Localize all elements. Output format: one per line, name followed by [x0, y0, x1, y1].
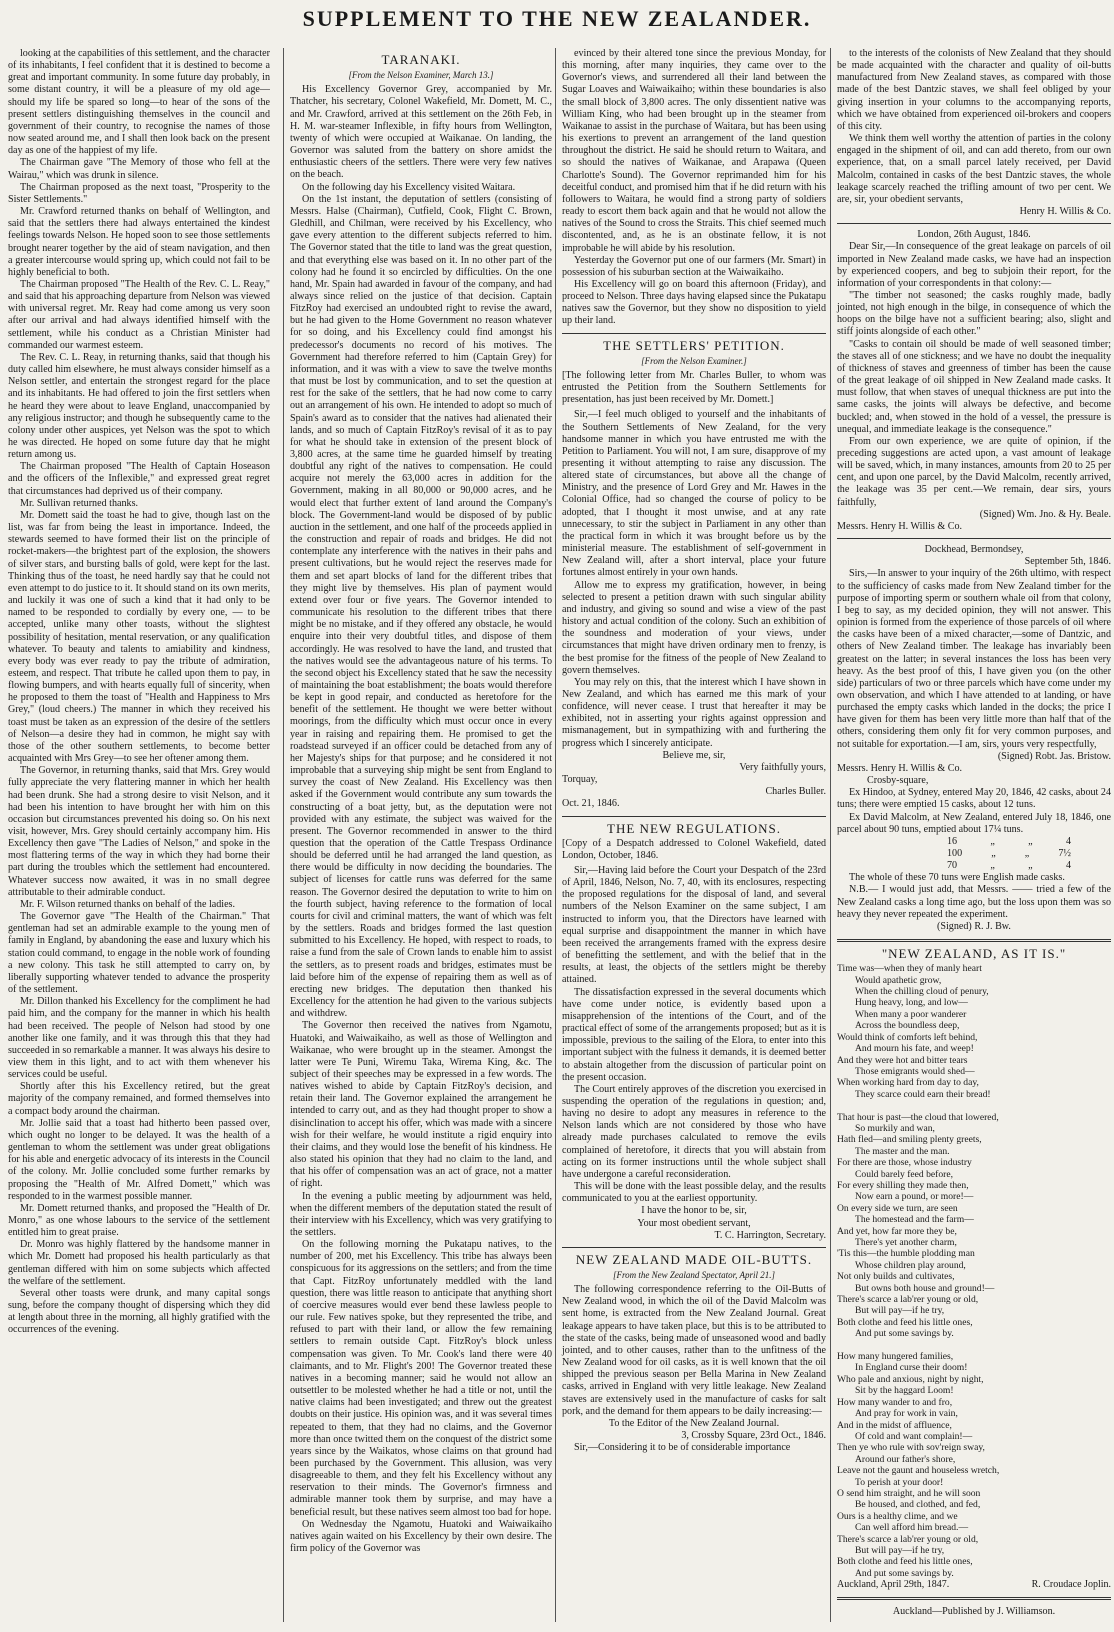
signature-willis: Henry H. Willis & Co.	[1019, 206, 1111, 218]
poem-line: To perish at your door!	[855, 1476, 944, 1488]
cask-table-cell: 70	[947, 860, 958, 872]
poem-line: Those emigrants would shed—	[855, 1065, 975, 1077]
cask-total: The whole of these 70 tuns were English made casks.	[849, 872, 1065, 884]
taranaki-continued	[562, 48, 826, 328]
taranaki-paragraph: On the following day his Excellency visited Waitara.	[302, 181, 516, 193]
letter3-paragraph: Sirs,—In answer to your inquiry of the 26th ultimo, with respect to the sufficiency of casks made from New Zealand timber for the purpose of importing sperm or southern whale oil from that colony, I beg to say, as my decided opinion, they will not answer. This opinion is formed from the experience of those parcels of oil where the casks have been of a mixed character,—some of Dantzic, and others of New Zealand timber. The leakage has invariably been greatest on the latter; in several instances the loss has been very heavy. As the best proof of this, I have given you (on the other side) particulars of two or three parcels which have come under my own observation, and which I have attended to at landing, or have purchased the empty casks which landed in the docks; the price I have given for them has been very little more than half that of the others, considering them only fit for very common purposes, and not suitable for exportation.—I am, sirs, yours very respectfully,	[837, 568, 1111, 750]
regulations-paragraph: The Court entirely approves of the discretion you exercised in suspending the operation of the regulations in question; and, having no desire to adopt any measures in reference to the Nelson lands which are not considered by those who have already made purchases calculated to remove the evils complained of heretofore, it directs that you will abstain from acting on its former instructions until the whole subject shall have undergone a careful reconsideration.	[562, 1083, 826, 1180]
regulations-heading: THE NEW REGULATIONS.	[607, 820, 781, 836]
poem-line: And they were hot and bitter tears	[837, 1054, 968, 1066]
taranaki-paragraph: On the following morning the Pukatapu natives, to the number of 200, met his Excellency. This tribe has always been conspicuous for its aggressions on the settlers; and from the time that Capt. FitzRoy unfortunately meddled with the land question, there was little reason to anticipate that anything short of coercive measures would ever bend these lawless people to our rule. Few natives spoke, but they represented the tribe, and refused to part with their land, or allow the few remaining settlers to remain outside Capt. FitzRoy's block unless compensation was given. To Mr. Cook's land there were 40 claimants, and to Mr. Flight's 200! The Governor treated these natives in a becoming manner; said he would not allow an outsettler to be molested whether he had a title or not, until the native claims had been investigated; and threw out the greatest doubts on their justice. His opinion was, and it was several times repeated to them, that they had no claims, and the Governor more than once twitted them on the conquest of the district some years since by the Waikatos, whose claims on that ground had been purchased by the Government. This allusion, was very disagreeable to them, and they felt his Excellency without any reservation to their minds. The Governor's firmness and admirable manner took them by surprise, and may have a beneficial result, but these natives seem almost too bad for hope.	[290, 1239, 552, 1518]
oilbutts-paragraph: The following correspondence referring to the Oil-Butts of New Zealand wood, in which the oil of the David Malcolm was sent home, is extracted from the New Zealand Journal. Great leakage appears to have taken place, but this is to be attributed to the state of the casks, being made of unseasoned wood and badly jointed, and to other causes, rather than to the unfitness of the New Zealand wood for oil casks, as it is well known that the oil shipped the previous season per Bella Marina in New Zealand casks, arrived in England with very little leakage. New Zealand staves are extensively used in the manufacture of casks for salt pork, and the demand for them appears to be daily increasing:—	[562, 1284, 826, 1417]
letter2-paragraph: "The timber not seasoned; the casks roughly made, badly jointed, not high enough in the bilge, in consequence of which the hoops on the bilge have not a sufficient bearing; also, slight and stiff joints alongside of each other."	[837, 289, 1111, 338]
col1-paragraph: Mr. Dillon thanked his Excellency for the compliment he had paid him, and the company for the manner in which his health had been received. The people of Nelson had stood by one another like one family, and it was through this that they had succeeded in so remarkable a manner. It was always his desire to view them in this light, and to act with them whenever his services could be useful.	[8, 996, 270, 1081]
poem-line: And yet, how far more they be,	[837, 1225, 957, 1237]
divider	[837, 538, 1111, 539]
oilbutts-letter-1	[837, 48, 1111, 206]
petition-heading: THE SETTLERS' PETITION.	[603, 337, 785, 353]
col1-paragraph: Mr. Domett returned thanks, and proposed the "Health of Dr. Monro," as one whose labours to the service of the settlement entitled him to great praise.	[8, 1202, 270, 1239]
taranaki-heading: TARANAKI.	[381, 52, 461, 67]
poem-line: But will pay—if he try,	[855, 1305, 945, 1317]
regulations-paragraph: Sir,—Having laid before the Court your Despatch of the 23rd of April, 1846, Nelson, No. 7, 40, with its enclosures, respecting the proposed regulations for the disposal of land, and several numbers of the Nelson Examiner on the same subject, I am instructed to inform you, that the Directors have learned with equal surprise and disappointment the manner in which have been received the arrangements framed with the express desire of benefitting the settlement, and with the belief that in the results, at least, the objects of the settlers might be thereby attained.	[562, 865, 826, 986]
poem-line: Can well afford him bread.—	[855, 1522, 969, 1534]
poem-line: And pray for work in vain,	[855, 1408, 958, 1420]
letter-2-addressee: Messrs. Henry H. Willis & Co.	[837, 520, 963, 532]
signature-bristow: (Signed) Robt. Jas. Bristow.	[997, 750, 1111, 762]
column-1	[8, 48, 270, 1622]
petition-source: [From the Nelson Examiner.]	[641, 355, 747, 366]
col1-paragraph: Mr. Domett said the toast he had to give, though last on the list, was far from being the least in importance. Indeed, the stewards seemed to have formed their list on the principle of rocket-makers—the brightest part of the explosion, the showers of silver stars, and bursting balls of gold, were kept for the last. Thinking thus of the toast, he need hardly say that he could not even attempt to do justice to it. It should stand on its own merits, and luckily it was one of such a kind that it had only to be named to be responded to cordially by every one, — to be accepted, unlike many other toasts, without the slightest possibility of hesitation, mental reservation, or any qualification whatever. To beauty and talents to amiability and kindness, every body was ever ready to pay the tribute of admiration, esteem, and respect. That tribute he called upon them to pay, in flowing bumpers, and with hearts equally full of sincerity, when he proposed to them the toast of "Health and Happiness to Mrs Grey," (loud cheers.) The manner in which they received his toast must be taken as an expression of the desire of the settlers of Nelson—a desire they had in common, he might say with those of the other southern settlements, to become better acquainted with Mrs Grey—to see her oftener among them.	[8, 509, 270, 765]
poem-line: But owns both house and ground!—	[855, 1282, 995, 1294]
regulations-despatch	[562, 865, 826, 1205]
cask-table-cell: 100	[947, 848, 963, 859]
oilbutts-address: 3, Crossby Square, 23rd Oct., 1846.	[681, 1430, 826, 1442]
cask-table-cell: „	[1028, 835, 1033, 847]
taranaki-paragraph: On the 1st instant, the deputation of settlers (consisting of Messrs. Halse (Chairman), Cutfield, Cook, Flight C. Brown, Gledhill, and Chilman, were received by his Excellency, who gave every attention to the different subjects referred to him. The Governor stated that the title to land was the great question, and that everything else was based on it. In no other part of the colony had he found it so encircled by difficulties. On the one hand, Mr. Spain had awarded in favour of the company, and had always since relied on the justice of that decision. Captain FitzRoy had exercised an undoubted right to revise the award, but he had given to the Home Government no reason whatever for so doing, and his Excellency could find amongst his predecessor's documents no record of his motives. The Government had therefore referred to him (Captain Grey) for information, and it was with a view to save the twelve months that must be lost by communication, and to set the question at rest for the sake of the settlers, that he had now come to carry out an arrangement of his own. He intended to adopt so much of Spain's award as to consider that the natives had alienated their lands, and so much of Captain FitzRoy's revisal of it as to pay for what he should take in extension of the present block of 3,800 acres, at the same time he guarded himself by treating doubtful any right of the natives to compensation. He could acquire not merely the 63,000 acres in addition for the Government, making in all 80,000 or 90,000 acres, and he would elect that further extent of land around the Company's block. The Government-land would be disposed of by public auction in the settlement, and one half of the proceeds applied in the construction and repair of roads and bridges. He did not contemplate any interference with the natives in their pahs and present cultivations, but he would reject the reserves made for them and set apart blocks of land for the different tribes that they might live by themselves. His plan of payment would extend over four or five years. The Governor intended to communicate his resolution to the different tribes that there might be no mistake, and if they offered any obstacle, he would enquire into their very doubtful titles, and dispose of them accordingly. He was resolved to have the land, and trusted that the natives would see the advantageous nature of his terms. To the second object his Excellency stated that he saw the necessity of maintaining the boat establishment; the boats would therefore be kept in good repair, and conducted as heretofore for the benefit of the settlement. He thought we were better without moorings, from the difficulty which must occur once in every year in raising and repairing them. He promised to get the roadstead surveyed if an officer could be detached from any of her Majesty's ships for that purpose; and he considered it not improbable that a surveying ship might be sent from England to survey the coast of New Zealand. His Excellency was then asked if the Government would contribute any sum towards the constructing of a boat jetty, but, as the deputation were not provided with any estimate, the subject was waived for the present. The Governor recommended in answer to the third question that the operation of the Cattle Trespass Ordinance should be deferred until he had arranged the land question, as there would be difficulty in now deciding the boundaries. The subject of licenses for cattle runs was deferred for the same reason. The Governor desired the deputation to write to him on the fourth subject, having reference to the formation of local courts for civil and criminal matters, the want of which was felt by the settlers. Roads and bridges formed the last question submitted to his Excellency. He hoped, with respect to roads, to raise a fund from the sale of Crown lands to enable him to assist the settlers, as to present roads and bridges, estimates must be laid before him of the expense of repairing them as well as of erecting new bridges. The deputation then thanked his Excellency for the attention he had given to the various subjects and withdrew.	[290, 193, 552, 1020]
regulations-paragraph: The dissatisfaction expressed in the several documents which have come under notice, is evidently based upon a misapprehension of the intentions of the Court, and of the practical effect of some of the arrangements proposed; but as it is impossible, previous to the sailing of the Elora, to enter into this important subject with the fulness it demands, it is deemed better to abstain altogether from the discussion of particular point on the present occasion.	[562, 986, 826, 1083]
taranaki-paragraph: evinced by their altered tone since the previous Monday, for this morning, after many inquiries, they came over to the Governor's views, and surrendered all their land between the Sugar Loaves and Waiwaikaiho; within these boundaries is also the small block of 3,800 acres. The only dissentient native was William King, who had been brought up in the steamer from Waikanae to assist in the purchase of Waitara, but has been using his exertions to prevent an arrangement of the land question throughout the district. He said he should return to Waitara, and so should the natives of Waikanae, and Arapawa (Queen Charlotte's Sound). The Governor reprimanded him for his deceitful conduct, and promised him that if he did return with his followers to Waitara, he would find a strong party of soldiers ready to escort them back again and that he would not allow the natives of the Sound to cross the Straits. This chief seemed much discontented, and, as he is an obstinate fellow, it is not improbable he will abide by his resolution.	[562, 48, 826, 254]
taranaki-article	[290, 84, 552, 1555]
cask-table-row	[837, 836, 1111, 848]
poem-line: Whose children play around,	[855, 1259, 966, 1271]
masthead: SUPPLEMENT TO THE NEW ZEALANDER.	[302, 6, 812, 31]
poem-attribution	[837, 1579, 1111, 1591]
letter2-paragraph: From our own experience, we are quite of opinion, if the preceding suggestions are acted upon, a vast amount of leakage will be saved, which, in many instances, amounts from 20 to 25 per cent, and upon one parcel, by the David Malcolm, recently arrived, the leakage was 35 per cent.—We remain, dear sirs, yours faithfully,	[837, 435, 1111, 508]
poem-line: For there are those, whose industry	[837, 1157, 972, 1169]
poem-line: Not only builds and cultivates,	[837, 1271, 955, 1283]
poem-line: Both clothe and feed his little ones,	[837, 1556, 973, 1568]
letter2-paragraph: Dear Sir,—In consequence of the great leakage on parcels of oil imported in New Zealand made casks, we have had an inspection by experienced coopers, and beg to subjoin their report, for the information of your correspondents in that colony:—	[837, 241, 1111, 289]
poem-line: How many wander to and fro,	[837, 1396, 953, 1408]
poem-line: How many hungered families,	[837, 1351, 954, 1363]
taranaki-paragraph: In the evening a public meeting by adjournment was held, when the different members of the deputation stated the result of their interview with his Excellency, which was very gratifying to the settlers.	[290, 1190, 552, 1238]
petition-paragraph: Allow me to express my gratification, however, in being selected to present a petition drawn with such singular ability and industry, and giving so sound and wise a view of the past history and actual condition of the colony. Such an exhibition of the soundness and moderation of your views, under circumstances that might have driven ordinary men to frenzy, is the best promise for the fitness of the people of New Zealand to govern themselves.	[562, 579, 826, 676]
regulations-closing-2: Your most obedient servant,	[637, 1217, 751, 1229]
oilbutts-heading: NEW ZEALAND MADE OIL-BUTTS.	[575, 1251, 813, 1267]
cask-table-cell: „	[990, 860, 995, 872]
petition-date: Oct. 21, 1846.	[562, 798, 620, 810]
poem-line: And put some savings by.	[855, 1328, 954, 1340]
petition-closing-1: Believe me, sir,	[662, 749, 726, 761]
letter-3-place: Dockhead, Bermondsey,	[924, 544, 1024, 556]
poem-line: Hung heavy, long, and low—	[855, 997, 968, 1009]
divider	[562, 1247, 826, 1248]
poem-line: There's scarce a lab'rer young or old,	[837, 1533, 979, 1545]
poem-line: They scarce could earn their bread!	[855, 1088, 991, 1100]
ship-record-paragraph: Ex David Malcolm, at New Zealand, entered July 18, 1846, one parcel about 90 tuns, emptied about 17¼ tuns.	[837, 811, 1111, 835]
poem-line: So murkily and wan,	[855, 1122, 935, 1134]
poem-line: Of cold and want complain!—	[855, 1430, 973, 1442]
regulations-intro: [Copy of a Despatch addressed to Colonel Wakefield, dated London, October, 1846.	[562, 837, 826, 861]
taranaki-paragraph: His Excellency will go on board this afternoon (Friday), and proceed to Nelson. Three days having elapsed since the Pukatapu natives saw the Governor, but they show no disposition to yield up their land.	[562, 278, 826, 327]
col1-paragraph: looking at the capabilities of this settlement, and the character of its inhabitants, I feel confident that it is destined to become a great and important community. In some future day probably, in some distant country, it will be a pleasure of my old age—should my life be spared so long—to hear of the sons of the present settlers distinguishing themselves in the council and government of their country, to recognise the names of those now seated around me, and I shall then look back on the present day as one of the happiest of my life.	[8, 48, 270, 157]
poem-line: Around our father's shore,	[855, 1453, 956, 1465]
cask-table-row	[837, 860, 1111, 872]
poem-line: When working hard from day to day,	[837, 1077, 979, 1089]
poem-line: Leave not the gaunt and houseless wretch,	[837, 1465, 1000, 1477]
col1-paragraph: Mr. F. Wilson returned thanks on behalf of the ladies.	[20, 898, 236, 910]
poem-line: When many a poor wanderer	[855, 1008, 967, 1020]
col1-paragraph: Mr. Jollie said that a toast had hitherto been passed over, which ought no longer to be delayed. It was the health of a gentleman to whom the settlement was under great obligations for his able and energetic advocacy of its interests in the Council of the colony. Mr. Jollie concluded some further remarks by proposing the "Health of Mr. Alfred Domett," which was responded to in the warmest possible manner.	[8, 1117, 270, 1202]
regulations-closing-1: I have the honor to be, sir,	[641, 1205, 747, 1217]
oilbutts-letter-2	[837, 241, 1111, 508]
letter1-paragraph: to the interests of the colonists of New Zealand that they should be made acquainted with the character and quality of oil-butts manufactured from New Zealand staves, as compared with those made of the best Dantzic staves, we shall feel obliged by your giving insertion in your columns to the accompanying reports, which we have obtained from experienced oil-brokers and coopers of this city.	[837, 48, 1111, 132]
letter-3-date: September 5th, 1846.	[1024, 556, 1111, 568]
cask-note: N.B.— I would just add, that Messrs. —— tried a few of the New Zealand casks a long time ago, but the loss upon them was so heavy they never repeated the experiment.	[837, 884, 1111, 920]
col1-paragraph: Several other toasts were drunk, and many capital songs sung, before the company thought of dispersing which they did at length about three in the morning, all highly gratified with the occurrences of the evening.	[8, 1287, 270, 1336]
cask-table	[837, 836, 1111, 872]
poem-line: Then ye who rule with sov'reign sway,	[837, 1442, 985, 1454]
poem-line: Could barely feed before,	[855, 1168, 954, 1180]
col1-paragraph: The Chairman proposed "The Health of the Rev. C. L. Reay," and said that his approaching departure from Nelson was viewed with universal regret. Mr. Reay had come among us very soon after our arrival and had always identified himself with the settlement, while his conduct as a Christian Minister had commanded our warmest esteem.	[8, 278, 270, 351]
signature-beale: (Signed) Wm. Jno. & Hy. Beale.	[979, 508, 1111, 520]
poem-line: Be housed, and clothed, and fed,	[855, 1499, 981, 1511]
poem-line: O send him straight, and he will soon	[837, 1487, 981, 1499]
oilbutts-salutation: Sir,—Considering it to be of considerable importance	[574, 1442, 791, 1454]
petition-paragraph: Sir,—I feel much obliged to yourself and the inhabitants of the Southern Settlements of New Zealand, for the very handsome manner in which you have entrusted me with the Petition to Parliament. You will not, I am sure, disapprove of my presenting it without attempting to raise any discussion. The altered state of circumstances, but above all the change of Ministry, and the presence of Lord Grey and Mr. Hawes in the Colonial Office, had so changed the course of policy to be adopted, that I thought it most unwise, and at any rate unnecessary, to stir the subject in Parliament in any other than the practical form in which it was brought before us by the ministerial measure. The establishment of self-government in New Zealand will, after a short interval, place your future fortunes almost entirely in your own hands.	[562, 409, 826, 579]
double-divider	[837, 1597, 1111, 1600]
poem-line: And mourn his fate, and weep!	[855, 1043, 974, 1055]
poem-line: Ours is a healthy clime, and we	[837, 1510, 958, 1522]
letter-3-addressee: Messrs. Henry H. Willis & Co.	[837, 762, 963, 774]
letter2-paragraph: "Casks to contain oil should be made of well seasoned timber; the staves all of one stickness; and we have no doubt the inequality of thickness of staves and greenness of timber has been the cause of the great leakage of oil shipped in New Zealand made casks. It must follow, that when staves of unequal thickness are put into the same casks, the joints will always be defective, and become buckled; and, when stowed in the hold of a vessel, the pressure is unequal, and immediate leakage is the consequence."	[837, 338, 1111, 435]
poem-line: Time was—when they of manly heart	[837, 963, 982, 975]
col1-paragraph: The Chairman proposed as the next toast, "Prosperity to the Sister Settlements."	[8, 181, 270, 205]
poem-line: There's scarce a lab'rer young or old,	[837, 1294, 979, 1306]
petition-letter	[562, 409, 826, 749]
divider	[562, 333, 826, 334]
petition-closing-2: Very faithfully yours,	[739, 761, 826, 773]
poem-line: That hour is past—the cloud that lowered,	[837, 1111, 999, 1123]
poem-line: Who pale and anxious, night by night,	[837, 1373, 984, 1385]
cask-table-cell: „	[990, 835, 995, 847]
poem-place-date: Auckland, April 29th, 1847.	[837, 1579, 950, 1591]
col1-paragraph: The Governor gave "The Health of the Chairman." That gentleman had set an admirable example to the young men of family in England, by abandoning the ease and luxury which his station could command, to engage in the noble work of founding a new colony. This task he still attempted to carry on, by liberally supporting whatever tended to advance the prosperity of the settlement.	[8, 911, 270, 996]
poem-line: The homestead and the farm—	[855, 1214, 974, 1226]
poem	[837, 963, 1111, 1579]
poem-line: Would think of comforts left behind,	[837, 1031, 978, 1043]
col1-paragraph: The Chairman gave "The Memory of those who fell at the Wairau," which was drunk in silence.	[8, 157, 270, 181]
col1-paragraph: The Chairman proposed "The Health of Captain Hoseason and the officers of the Inflexible," and expressed great regret that circumstances had deprived us of their company.	[8, 461, 270, 497]
poem-line: Both clothe and feed his little ones,	[837, 1316, 973, 1328]
cask-table-cell: 16	[947, 835, 958, 847]
petition-signer: Charles Buller.	[765, 786, 826, 798]
poem-line: In England curse their doom!	[855, 1362, 968, 1374]
cask-table-row	[837, 848, 1111, 860]
poem-line: On every side we turn, are seen	[837, 1202, 958, 1214]
taranaki-paragraph: His Excellency Governor Grey, accompanied by Mr. Thatcher, his secretary, Colonel Wakefield, Mr. Domett, M. C., and Mr. Crawford, arrived at this settlement on the 26th Feb, in H. M. war-steamer Inflexible, in fifty hours from Wellington, twenty of which were occupied at Waikanae. On landing, the Governor was saluted from the battery on shore amidst the enthusiastic cheers of the settlers. There were very few natives on the beach.	[290, 84, 552, 181]
poem-line: Would apathetic grow,	[855, 974, 942, 986]
poem-line: And in the midst of affluence,	[837, 1419, 952, 1431]
letter-2-date: London, 26th August, 1846.	[917, 229, 1031, 241]
column-3	[555, 48, 826, 1622]
regulations-signer: T. C. Harrington, Secretary.	[714, 1229, 826, 1241]
oilbutts-source: [From the New Zealand Spectator, April 21.]	[613, 1270, 775, 1280]
poem-line: And put some savings by.	[855, 1567, 954, 1579]
taranaki-paragraph: The Governor then received the natives from Ngamotu, Huatoki, and Waiwaikaiho, as well as those of Wellington and Waikanae, who were brought up in the steamer. Amongst the latter were Te Puni, Wiremu Taka, Wirema King, &c. The subject of their speeches may be expressed in a few words. The natives wished to abide by Captain FitzRoy's decision, and retain their land. The Governor explained the arrangement he intended to carry out, and as they had thought proper to show a disinclination to accept his offer, which was made with a sincere wish for their welfare, he would institute a rigid enquiry into their claims, and they would lose the benefit of his kindness. He also stated his opinion that they had no claim to the land, and that his offer of compensation was an act of grace, not a matter of right.	[290, 1020, 552, 1190]
column-4	[830, 48, 1111, 1622]
taranaki-source: [From the Nelson Examiner, March 13.]	[348, 70, 494, 81]
col1-paragraph: Dr. Monro was highly flattered by the handsome manner in which Mr. Domett had proposed his health particularly as that gentleman differed with him on some subjects which affected the welfare of the settlement.	[8, 1239, 270, 1287]
poem-line: But will pay—if he try,	[855, 1544, 945, 1556]
poem-line: Hath fled—and smiling plenty greets,	[837, 1134, 982, 1146]
column-2	[283, 48, 552, 1622]
poem-line: Now earn a pound, or more!—	[855, 1191, 974, 1203]
taranaki-paragraph: On Wednesday the Ngamotu, Huatoki and Waiwaikaiho natives again waited on his Excellency by their own desire. The firm policy of the Governor was	[290, 1518, 552, 1555]
ship-records	[837, 787, 1111, 836]
poem-line: The master and the man.	[855, 1145, 950, 1157]
taranaki-paragraph: Yesterday the Governor put one of our farmers (Mr. Smart) in possession of his suburban section at the Waiwaikaiho.	[562, 254, 826, 278]
poem-line	[837, 1100, 1111, 1111]
ship-record-paragraph: Ex Hindoo, at Sydney, entered May 20, 1846, 42 casks, about 24 tuns; there were emptied 15 casks, about 12 tuns.	[837, 787, 1111, 811]
col1-paragraph: Mr. Crawford returned thanks on behalf of Wellington, and said that the settlers there had always entertained the kindest feelings towards Nelson. He hoped soon to see those settlements brought nearer together by the aid of steam navigation, and then a greater intercourse would spring up, which could not fail to be highly beneficial to both.	[8, 206, 270, 278]
letter-3-address: Crosby-square,	[867, 775, 929, 787]
publisher-line: Auckland—Published by J. Williamson.	[892, 1606, 1056, 1618]
petition-paragraph: You may rely on this, that the interest which I have shown in New Zealand, and which has earned me this mark of your confidence, will never cease. I trust that hereafter it may be exhibited, not in asserting your rights against oppression and mismanagement, but in sympathizing with and furthering the progress which I sincerely anticipate.	[562, 676, 826, 749]
oilbutts-article	[562, 1284, 826, 1418]
signature-bw: (Signed) R. J. Bw.	[937, 920, 1011, 932]
poem-line: When the chilling cloud of penury,	[855, 986, 989, 998]
col1-paragraph: The Rev. C. L. Reay, in returning thanks, said that though his duty called him elsewhere, he must always consider himself as a Nelson settler, and entertain the strongest regard for the place and its inhabitants. He had offered to join the first settlers when he heard they were about to leave England, unaccompanied by any religious instructor; and though he subsequently came to the colony under other auspices, yet Nelson was the spot to which he was directed. He hoped on some future day that he might return among us.	[8, 351, 270, 461]
double-divider	[837, 939, 1111, 942]
poem-author: R. Croudace Joplin.	[1031, 1579, 1111, 1591]
cask-table-cell: „	[1024, 848, 1030, 859]
cask-table-cell: 7½	[1058, 848, 1071, 859]
regulations-paragraph: This will be done with the least possible delay, and the results communicated to you at the earliest opportunity.	[562, 1181, 826, 1205]
cask-table-cell: „	[991, 848, 996, 859]
letter1-paragraph: We think them well worthy the attention of parties in the colony engaged in the shipment of oil, and can add thereto, from our own experience, that, on a small parcel lately received, per David Malcolm, contained in casks of the best Dantzic staves, the whole leakage scarcely reached the trifling amount of two per cent. We are, sir, your obedient servants,	[837, 133, 1111, 205]
poem-line	[837, 1340, 1111, 1351]
poem-line: Sit by the haggard Loom!	[855, 1385, 954, 1397]
poem-line: There's yet another charm,	[855, 1237, 957, 1248]
oilbutts-letter-3	[837, 568, 1111, 750]
divider	[562, 816, 826, 817]
col1-paragraph: The Governor, in returning thanks, said that Mrs. Grey would fully appreciate the very flattering manner in which her health had been drunk. She had a strong desire to visit Nelson, and it had been his intention to have brought her with him on this occasion but circumstances prevented his doing so. On his next visit, however, Mrs. Grey should certainly accompany him. His Excellency then gave "The Ladies of Nelson," and spoke in the most flattering terms of the way in which they had borne their part during the troubles which the settlement had encountered. Whatever success now awaited, it was in no small degree attributable to their admirable conduct.	[8, 765, 270, 898]
petition-place: Torquay,	[562, 774, 598, 786]
poem-line: 'Tis this—the humble plodding man	[837, 1248, 975, 1260]
col1-paragraph: Shortly after this his Excellency retired, but the great majority of the company remained, and formed themselves into a compact body around the chairman.	[8, 1081, 270, 1117]
divider	[837, 223, 1111, 224]
poem-title: "NEW ZEALAND, AS IT IS."	[881, 946, 1067, 962]
poem-line: Across the boundless deep,	[855, 1020, 960, 1032]
cask-table-cell: 4	[1065, 860, 1071, 872]
petition-intro: [The following letter from Mr. Charles Buller, to whom was entrusted the Petition from the Southern Settlements for presentation, has just been received by Mr. Domett.]	[562, 369, 826, 406]
poem-line: For every shilling they made then,	[837, 1179, 969, 1191]
cask-table-cell: 4	[1065, 835, 1071, 847]
oilbutts-to-editor: To the Editor of the New Zealand Journal.	[608, 1417, 780, 1429]
col1-paragraph: Mr. Sullivan returned thanks.	[20, 497, 139, 509]
cask-table-cell: „	[1028, 860, 1033, 872]
